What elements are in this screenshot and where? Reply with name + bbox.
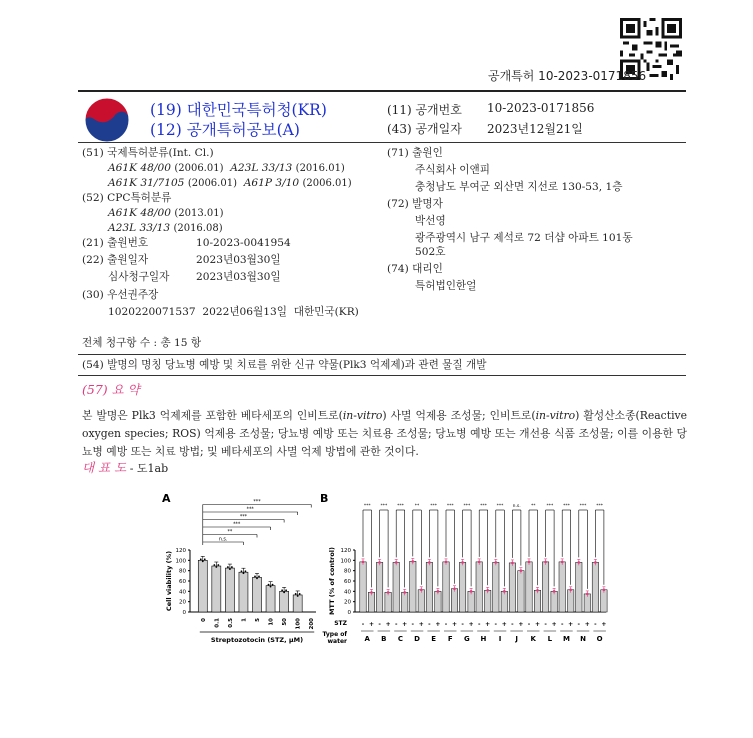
bar: [601, 590, 607, 612]
cpc-date: (2016.08): [173, 223, 223, 234]
data-point: [245, 570, 247, 572]
biblio-rule: [78, 142, 686, 143]
data-point: [378, 561, 381, 564]
agent-label: (74) 대리인: [387, 263, 443, 275]
data-point: [578, 561, 581, 564]
data-point: [297, 595, 299, 597]
data-point: [461, 561, 464, 564]
sig-label: ***: [430, 504, 438, 509]
bar: [551, 591, 557, 612]
sig-label: ***: [239, 515, 248, 520]
stz-sign: +: [534, 621, 541, 628]
stz-sign: -: [527, 621, 531, 628]
bar: [418, 590, 424, 612]
applicant-address: 충청남도 부여군 외산면 지선로 130-53, 1층: [415, 181, 623, 193]
x-tick-label: 0: [200, 618, 207, 622]
water-type-label: B: [381, 635, 387, 643]
ipc-code: A61P 3/10: [243, 177, 300, 189]
bar: [293, 595, 302, 612]
figure-panel-a: [160, 488, 320, 666]
sig-label: n.s.: [218, 537, 228, 543]
stz-sign: -: [594, 621, 597, 628]
data-point: [495, 561, 498, 564]
bar: [459, 562, 465, 612]
priority-value: 1020220071537 2022년06월13일 대한민국(KR): [108, 306, 359, 318]
x-tick-label: 200: [309, 618, 316, 630]
data-point: [258, 575, 260, 577]
sig-label: ***: [496, 504, 504, 509]
data-point: [268, 584, 270, 586]
data-point: [213, 564, 215, 566]
stz-sign: -: [560, 621, 564, 628]
stz-sign: +: [568, 621, 574, 628]
bar: [435, 591, 441, 612]
data-point: [586, 593, 589, 596]
x-tick-label: 100: [295, 618, 302, 630]
abstract-italic: in-vitro: [342, 409, 383, 422]
y-tick-label: 40: [344, 589, 351, 596]
bar: [542, 562, 548, 612]
stz-sign: +: [385, 621, 391, 628]
water-type-label: F: [447, 635, 453, 643]
sig-label: ***: [363, 504, 371, 509]
data-point: [362, 561, 365, 564]
sig-label: ***: [253, 500, 261, 505]
data-point: [536, 589, 539, 592]
data-point: [569, 588, 572, 591]
data-point: [243, 572, 245, 574]
data-point: [478, 561, 481, 564]
rep-fig-label: 대 표 도: [82, 460, 127, 475]
bar: [239, 572, 248, 612]
stz-label: STZ: [334, 620, 347, 627]
y-tick-label: 120: [175, 548, 186, 554]
inventor-label: (72) 발명자: [387, 198, 443, 210]
water-type-label: M: [562, 635, 570, 643]
stz-sign: +: [501, 621, 507, 628]
stz-sign: -: [477, 621, 481, 628]
stz-sign: -: [511, 621, 514, 628]
stz-sign: +: [468, 621, 474, 628]
abstract-part: ) 사멸 억제용 조성물; 인비트로(: [382, 409, 536, 422]
y-tick-label: 80: [179, 568, 186, 575]
stz-sign: +: [584, 621, 590, 628]
pub-date-label: (43) 공개일자: [387, 122, 462, 136]
bar: [559, 562, 565, 612]
sig-label: ***: [246, 507, 254, 513]
y-tick-label: 20: [344, 599, 351, 606]
sig-label: ***: [579, 504, 587, 509]
y-tick-label: 80: [344, 568, 351, 575]
sig-label: **: [227, 530, 233, 535]
ipc-date: (2006.01): [302, 178, 352, 189]
applicant-label: (71) 출원인: [387, 147, 443, 159]
x-tick-label: 1: [241, 618, 248, 622]
top-publication-number: 공개특허 10-2023-0171856: [488, 69, 647, 83]
water-label: water: [327, 638, 347, 645]
data-point: [486, 589, 489, 592]
water-type-label: O: [596, 635, 603, 643]
data-point: [544, 561, 547, 564]
header-rule: [78, 90, 686, 92]
bar: [266, 586, 275, 612]
abstract-part: 본 발명은 Plk3 억제제를 포함한 베타세포의 인비트로(: [82, 409, 343, 422]
ipc-label: (51) 국제특허분류(Int. Cl.): [82, 147, 214, 159]
ipc-code: A23L 33/13: [230, 162, 293, 174]
water-type-label: N: [580, 635, 586, 643]
data-point: [204, 558, 206, 560]
sig-label: **: [531, 504, 536, 509]
office-name: (19) 대한민국특허청(KR): [150, 101, 327, 119]
kipo-logo: [82, 95, 132, 145]
y-axis-label: Cell viability (%): [165, 550, 173, 612]
stz-sign: -: [544, 621, 547, 628]
pub-no-value: 10-2023-0171856: [487, 101, 595, 115]
water-type-label: I: [498, 635, 502, 643]
sig-label: n.s.: [512, 504, 521, 509]
bar: [568, 590, 574, 612]
inventor-name: 박선영: [415, 215, 446, 227]
panel-letter: A: [162, 492, 171, 505]
x-tick-label: 10: [268, 618, 275, 626]
invention-title: (54) 발명의 명칭 당뇨병 예방 및 치료를 위한 신규 약물(Plk3 억제제)과 관련 물질 개발: [82, 359, 487, 371]
y-tick-label: 0: [182, 610, 186, 616]
abstract-part: ) 활성산소종(Reactive oxygen species; ROS) 억제용 조성물; 당뇨병 예방 또는 치료용 조성물; 당뇨병 예방 또는 개선용 식품 조성물; 이를 이용한 당뇨병 예방 또는 치료 방법; 및 베타세포의 사멸 억제 방법에 관한 것이다.: [82, 409, 688, 458]
data-point: [202, 560, 204, 562]
water-type-label: C: [397, 635, 404, 643]
y-tick-label: 100: [175, 558, 186, 565]
sig-label: ***: [397, 504, 404, 509]
stz-sign: -: [428, 621, 431, 628]
agent-name: 특허법인한얼: [415, 280, 477, 292]
inventor-address: 광주광역시 남구 제석로 72 더샵 아파트 101동: [415, 232, 633, 244]
stz-sign: -: [444, 621, 448, 628]
data-point: [561, 561, 564, 564]
cpc-line-2: [108, 221, 223, 236]
water-type-label: G: [463, 635, 470, 643]
stz-sign: +: [451, 621, 458, 628]
bar: [485, 590, 491, 612]
y-tick-label: 20: [179, 599, 186, 606]
bar: [426, 562, 432, 612]
cpc-label: (52) CPC특허분류: [82, 192, 172, 204]
exam-date-label: 심사청구일자: [108, 271, 170, 283]
bar: [393, 562, 399, 612]
data-point: [553, 590, 556, 593]
bar: [212, 566, 221, 612]
sig-label: ***: [446, 504, 454, 509]
sig-label: ***: [546, 504, 554, 509]
bar: [410, 561, 416, 612]
app-no-label: (21) 출원번호: [82, 237, 149, 249]
data-point: [412, 560, 415, 563]
water-type-label: E: [431, 635, 437, 643]
filing-date-value: 2023년03월30일: [196, 254, 281, 266]
stz-sign: +: [368, 621, 375, 628]
stz-sign: +: [601, 621, 607, 628]
data-point: [227, 566, 229, 568]
y-tick-label: 60: [344, 579, 351, 585]
ipc-code: A61K 48/00: [108, 162, 171, 174]
data-point: [445, 561, 448, 564]
ipc-line-1: [108, 161, 345, 176]
water-label: Type of: [322, 631, 347, 638]
stz-sign: +: [418, 621, 424, 628]
stz-sign: +: [435, 621, 441, 628]
bar: [468, 591, 474, 612]
bar: [198, 560, 207, 612]
title-rule-top: [78, 354, 686, 355]
ipc-line-2: [108, 176, 352, 191]
abstract-italic: in-vitro: [535, 409, 576, 422]
inventor-address-cont: 502호: [415, 246, 446, 258]
pub-no-label: (11) 공개번호: [387, 103, 462, 117]
data-point: [200, 558, 202, 560]
bar: [476, 562, 482, 612]
sig-label: ***: [596, 504, 604, 509]
bar: [376, 562, 382, 612]
x-tick-label: 0.5: [227, 618, 234, 628]
sig-label: ***: [380, 504, 388, 509]
exam-date-value: 2023년03월30일: [196, 271, 281, 283]
data-point: [528, 561, 531, 564]
data-point: [281, 589, 283, 591]
y-tick-label: 120: [340, 548, 351, 554]
ipc-date: (2006.01): [174, 163, 224, 174]
sig-label: ***: [480, 504, 487, 509]
x-tick-label: 50: [282, 618, 289, 626]
data-point: [520, 569, 523, 572]
data-point: [241, 570, 243, 572]
stz-sign: +: [485, 621, 491, 628]
data-point: [395, 561, 398, 564]
data-point: [403, 591, 406, 594]
data-point: [256, 577, 258, 579]
water-type-label: L: [547, 635, 553, 643]
cpc-date: (2013.01): [174, 208, 224, 219]
data-point: [420, 588, 423, 591]
data-point: [370, 591, 373, 594]
stz-sign: -: [361, 621, 365, 628]
bar: [534, 590, 540, 612]
bar: [225, 568, 234, 612]
filing-date-label: (22) 출원일자: [82, 254, 149, 266]
x-axis-label: Streptozotocin (STZ, μM): [210, 636, 304, 644]
bar: [451, 589, 457, 612]
sig-label: **: [414, 504, 420, 509]
pub-date-value: 2023년12월21일: [487, 122, 583, 136]
bar: [526, 562, 532, 612]
sig-label: ***: [563, 504, 570, 509]
data-point: [470, 590, 473, 593]
data-point: [453, 587, 456, 590]
document-kind: (12) 공개특허공보(A): [150, 121, 300, 139]
sig-label: ***: [233, 522, 241, 528]
title-rule-bottom: [78, 375, 686, 376]
data-point: [594, 561, 597, 564]
bar: [253, 577, 262, 612]
x-tick-label: 0.1: [214, 618, 221, 628]
data-point: [270, 586, 272, 588]
data-point: [254, 575, 256, 577]
x-tick-label: 5: [255, 618, 261, 622]
panel-letter: B: [320, 492, 329, 505]
bar: [518, 571, 524, 612]
rep-fig-value: - 도1ab: [129, 462, 169, 475]
ipc-code: A61K 31/7105: [108, 177, 185, 189]
bar: [576, 562, 582, 612]
bar: [501, 591, 507, 612]
stz-sign: +: [518, 621, 524, 628]
data-point: [437, 590, 440, 593]
priority-label: (30) 우선권주장: [82, 289, 159, 301]
water-type-label: A: [364, 635, 370, 643]
data-point: [511, 562, 514, 565]
stz-sign: +: [402, 621, 408, 628]
cpc-line-1: [108, 206, 223, 221]
data-point: [428, 561, 431, 564]
water-type-label: H: [480, 635, 487, 643]
stz-sign: +: [551, 621, 557, 628]
stz-sign: -: [461, 621, 464, 628]
cpc-code: A61K 48/00: [108, 207, 171, 219]
bar: [360, 562, 366, 612]
app-no-value: 10-2023-0041954: [196, 237, 291, 249]
claims-total: 전체 청구항 수 : 총 15 항: [82, 337, 202, 349]
stz-sign: -: [494, 621, 498, 628]
bar: [509, 563, 515, 612]
data-point: [503, 590, 506, 593]
data-point: [231, 566, 233, 568]
y-tick-label: 60: [179, 579, 186, 585]
abstract-text: [82, 407, 687, 461]
data-point: [283, 591, 285, 593]
data-point: [229, 568, 231, 570]
y-tick-label: 100: [340, 558, 351, 565]
data-point: [387, 591, 390, 594]
ipc-date: (2006.01): [187, 178, 237, 189]
water-type-label: J: [515, 635, 518, 643]
water-type-label: D: [414, 635, 420, 643]
figure-panel-b: [320, 488, 610, 666]
data-point: [217, 564, 219, 566]
representative-figure: [82, 458, 168, 476]
ipc-date: (2016.01): [295, 163, 345, 174]
cpc-code: A23L 33/13: [108, 222, 171, 234]
sig-label: ***: [463, 504, 471, 509]
bar: [280, 591, 289, 612]
y-axis-label: MTT (% of control): [328, 547, 336, 615]
y-tick-label: 0: [347, 610, 351, 616]
water-type-label: K: [530, 635, 536, 643]
data-point: [295, 593, 297, 595]
y-tick-label: 40: [179, 589, 186, 596]
data-point: [272, 584, 274, 586]
data-point: [603, 588, 606, 591]
bar: [493, 562, 499, 612]
abstract-heading: (57) 요 약: [82, 382, 140, 397]
bar: [592, 562, 598, 612]
stz-sign: -: [378, 621, 381, 628]
bar: [443, 562, 449, 612]
stz-sign: -: [411, 621, 415, 628]
stz-sign: -: [577, 621, 581, 628]
data-point: [285, 589, 287, 591]
stz-sign: -: [394, 621, 398, 628]
data-point: [299, 593, 301, 595]
applicant-name: 주식회사 이앤피: [415, 164, 491, 176]
data-point: [215, 566, 217, 568]
